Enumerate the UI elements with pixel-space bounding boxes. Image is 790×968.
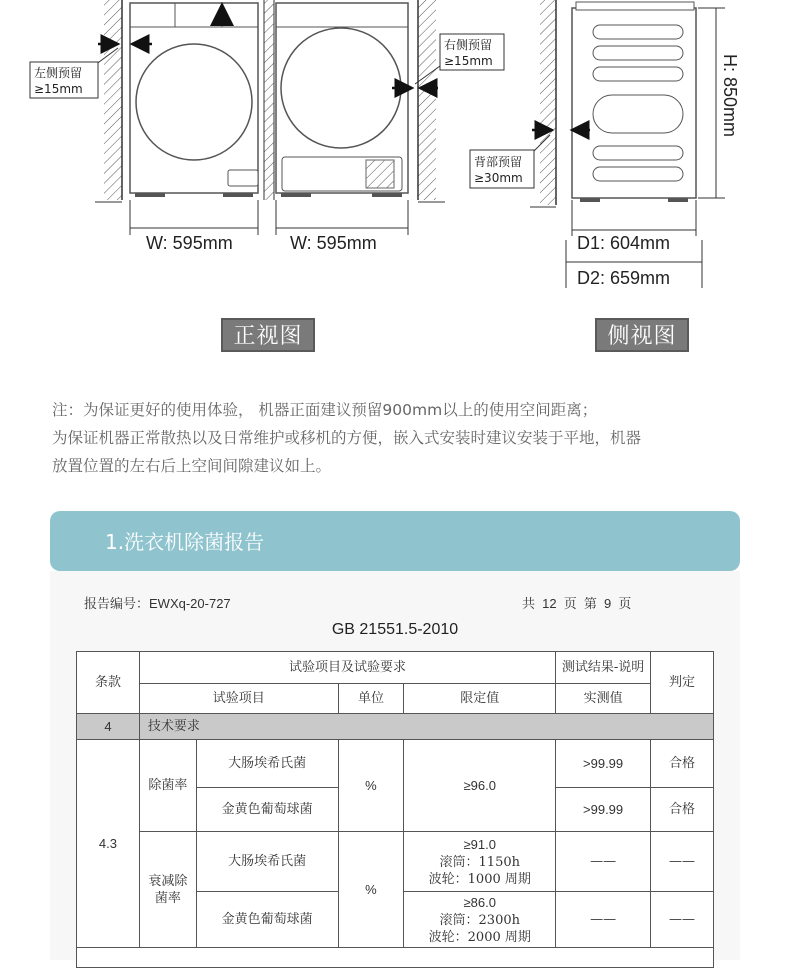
group2-limit-1-value: ≥91.0 — [463, 836, 496, 852]
table-row-cut — [77, 948, 714, 968]
note-line-3: 放置位置的左右后上空间间隙建议如上。 — [52, 457, 332, 475]
middle-wall — [264, 0, 274, 200]
group2-limit-1-pulsator: 波轮：1000 周期 — [428, 871, 531, 887]
group2-verdict-1: —— — [651, 832, 714, 892]
group2-limit-2-pulsator: 波轮：2000 周期 — [428, 929, 531, 945]
table-row — [77, 740, 714, 788]
group2-item-1: 大肠埃希氏菌 — [196, 832, 338, 892]
report-number — [84, 593, 231, 612]
back-clearance-callout — [470, 135, 550, 188]
width-dimensions — [130, 200, 408, 235]
left-wall — [95, 0, 122, 202]
table-row — [77, 714, 714, 740]
depth2-label: D2: 659mm — [577, 268, 671, 288]
washer-front — [130, 3, 258, 197]
header-measured: 实测值 — [556, 684, 651, 714]
section-header — [50, 511, 740, 571]
height-label: H: 850mm — [720, 54, 740, 138]
report-number-value: EWXq-20-727 — [149, 596, 231, 611]
group2-limit-2 — [404, 892, 556, 948]
group2-name — [139, 832, 196, 948]
page-info — [522, 593, 631, 612]
width-left-label: W: 595mm — [146, 233, 233, 253]
right-wall — [418, 0, 445, 202]
group2-item-2: 金黄色葡萄球菌 — [196, 892, 338, 948]
header-unit: 单位 — [338, 684, 404, 714]
header-limit: 限定值 — [404, 684, 556, 714]
group1-limit: ≥96.0 — [404, 740, 556, 832]
group2-unit: % — [338, 832, 404, 948]
standard-title: GB 21551.5-2010 — [331, 621, 459, 638]
clause-4-3: 4.3 — [77, 740, 140, 948]
group2-measured-2: —— — [556, 892, 651, 948]
group1-unit: % — [338, 740, 404, 832]
group2-limit-2-drum: 滚筒：2300h — [439, 912, 520, 928]
page-info-prefix: 共 — [522, 597, 536, 612]
dryer-front — [276, 3, 408, 197]
side-view-label: 侧视图 — [595, 318, 689, 352]
group1-measured-1: >99.99 — [556, 740, 651, 788]
group2-name-line2: 菌率 — [154, 890, 181, 906]
group2-measured-1: —— — [556, 832, 651, 892]
group1-item-1: 大肠埃希氏菌 — [196, 740, 338, 788]
header-verdict: 判定 — [651, 652, 714, 714]
table-row — [77, 948, 714, 968]
page-info-suffix: 页 — [618, 597, 632, 612]
right-clearance-label: 右侧预留 — [444, 38, 493, 52]
back-clearance-label: 背部预留 — [474, 155, 523, 169]
page-total: 12 — [542, 596, 557, 611]
sterilization-report — [50, 571, 740, 960]
section-clause: 4 — [77, 714, 140, 740]
group2-limit-2-value: ≥86.0 — [463, 894, 496, 910]
left-clearance-value: ≥15mm — [34, 82, 83, 96]
group2-limit-1 — [404, 832, 556, 892]
header-test-item: 试验项目 — [139, 684, 338, 714]
header-items-req: 试验项目及试验要求 — [139, 652, 555, 684]
note-line-2: 为保证机器正常散热以及日常维护或移机的方便，嵌入式安装时建议安装于平地，机器 — [52, 429, 642, 447]
page-info-mid: 页 第 — [563, 597, 597, 612]
group2-limit-1-drum: 滚筒：1150h — [439, 854, 520, 870]
section-text: 技术要求 — [139, 714, 713, 740]
width-right-label: W: 595mm — [290, 233, 377, 253]
report-table — [76, 651, 714, 968]
group1-name: 除菌率 — [139, 740, 196, 832]
section-title: 1.洗衣机除菌报告 — [105, 530, 265, 554]
group1-verdict-1: 合格 — [651, 740, 714, 788]
depth1-label: D1: 604mm — [577, 233, 671, 253]
installation-diagram — [0, 0, 790, 290]
report-number-label: 报告编号： — [84, 597, 150, 612]
table-row — [77, 832, 714, 892]
page-current: 9 — [604, 596, 612, 611]
group2-verdict-2: —— — [651, 892, 714, 948]
header-result-desc: 测试结果-说明 — [556, 652, 651, 684]
left-clearance-label: 左侧预留 — [34, 66, 83, 80]
washer-side — [572, 2, 696, 202]
header-clause: 条款 — [77, 652, 140, 714]
group1-verdict-2: 合格 — [651, 788, 714, 832]
right-clearance-value: ≥15mm — [444, 54, 493, 68]
front-view-label: 正视图 — [221, 318, 315, 352]
group1-measured-2: >99.99 — [556, 788, 651, 832]
group1-item-2: 金黄色葡萄球菌 — [196, 788, 338, 832]
back-clearance-value: ≥30mm — [474, 171, 523, 185]
note-line-1: 注：为保证更好的使用体验， 机器正面建议预留900mm以上的使用空间距离； — [52, 401, 598, 419]
group2-name-line1: 衰减除 — [148, 873, 188, 889]
